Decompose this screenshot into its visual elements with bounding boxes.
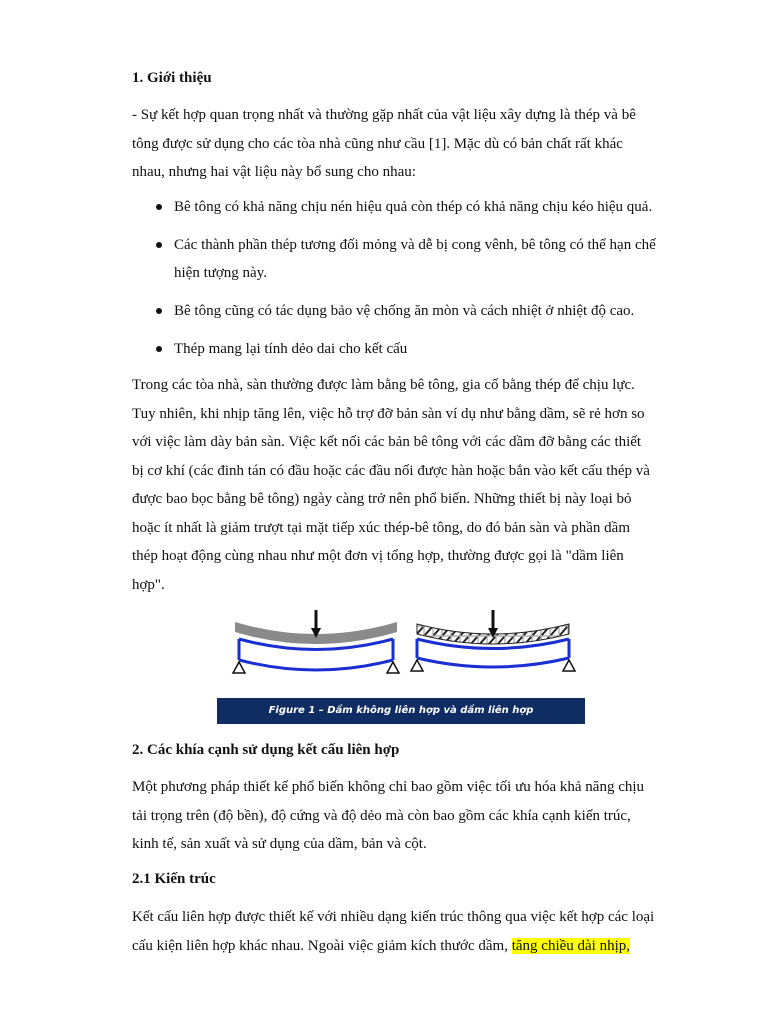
- text-line: nhau, nhưng hai vật liệu này bổ sung cho nhau:: [132, 164, 416, 180]
- text-line: cấu kiện liên hợp khác nhau. Ngoài việc giảm kích thước dầm, tăng chiều dài nhịp,: [132, 937, 631, 954]
- figure-caption: Figure 1 – Dầm không liên hợp và dầm liên hợp: [217, 698, 585, 724]
- section-heading-architecture: 2.1 Kiến trúc: [132, 871, 216, 887]
- list-item: Thép mang lại tính dẻo dai cho kết cấu: [132, 335, 672, 363]
- text-line: Một phương pháp thiết kế phổ biến không chỉ bao gồm việc tối ưu hóa khả năng chịu: [132, 779, 645, 795]
- intro-paragraph: [132, 101, 672, 187]
- support-triangle-icon: [411, 660, 423, 671]
- list-item: Bê tông có khả năng chịu nén hiệu quả còn thép có khả năng chịu kéo hiệu quả.: [132, 193, 672, 221]
- text-line: bị cơ khí (các đinh tán có đầu hoặc các đầu nối được hàn hoặc bắn vào kết cấu thép và: [132, 462, 650, 479]
- bullet-list: [132, 193, 672, 363]
- bullet-icon: [156, 308, 162, 314]
- list-item: Bê tông cũng có tác dụng bảo vệ chống ăn mòn và cách nhiệt ở nhiệt độ cao.: [132, 297, 672, 325]
- text-line: Tuy nhiên, khi nhịp tăng lên, việc hỗ trợ đỡ bản sàn ví dụ như bằng dầm, sẽ rẻ hơn so: [132, 405, 645, 422]
- architecture-paragraph: [132, 903, 672, 960]
- steel-beam-bottom: [239, 660, 393, 670]
- support-triangle-icon: [233, 662, 245, 673]
- non-composite-beam: [233, 610, 399, 673]
- text-line: hoặc ít nhất là giảm trượt tại mặt tiếp xúc thép-bê tông, do đó bản sàn và phần dầm: [132, 519, 631, 536]
- text-line: hợp".: [132, 576, 165, 593]
- text-line: thép hoạt động cùng nhau như một đơn vị tổng hợp, thường được gọi là "dầm liên: [132, 548, 624, 564]
- steel-beam-bottom: [417, 658, 569, 667]
- section-heading-composite-aspects: 2. Các khía cạnh sử dụng kết cấu liên hợp: [132, 742, 400, 758]
- text-line: Kết cấu liên hợp được thiết kế với nhiều dạng kiến trúc thông qua việc kết hợp các loại: [132, 909, 655, 925]
- section2-paragraph: [132, 773, 672, 859]
- text-line: - Sự kết hợp quan trọng nhất và thường gặp nhất của vật liệu xây dựng là thép và bê: [132, 107, 636, 123]
- support-triangle-icon: [563, 660, 575, 671]
- composite-beam: [411, 610, 575, 671]
- list-item: Các thành phần thép tương đối mỏng và dễ bị cong vênh, bê tông có thể hạn chế hiện tượng này.: [132, 231, 672, 287]
- figure-beams: [217, 606, 585, 724]
- text-line: tông được sử dụng cho các tòa nhà cũng như cầu [1]. Mặc dù có bản chất rất khác: [132, 135, 623, 152]
- support-triangle-icon: [387, 662, 399, 673]
- text-line: được bao bọc bằng bê tông) ngày càng trở nên phổ biến. Những thiết bị này loại bỏ: [132, 491, 632, 507]
- bullet-icon: [156, 346, 162, 352]
- bullet-icon: [156, 242, 162, 248]
- body-paragraph: [132, 371, 672, 599]
- beam-diagram: [217, 606, 585, 698]
- highlighted-text: tăng chiều dài nhịp,: [511, 937, 631, 954]
- text-line: kinh tế, sản xuất và sử dụng của dầm, bản và cột.: [132, 836, 427, 852]
- bullet-icon: [156, 204, 162, 210]
- text-line: Trong các tòa nhà, sàn thường được làm bằng bê tông, gia cố bằng thép để chịu lực.: [132, 377, 635, 393]
- text-line: với việc làm dày bản sàn. Việc kết nối các bản bê tông với các dầm đỡ bằng các thiết: [132, 434, 642, 450]
- section-heading-intro: 1. Giới thiệu: [132, 70, 212, 86]
- text-line: tải trọng trên (độ bền), độ cứng và độ dẻo mà còn bao gồm các khía cạnh kiến trúc,: [132, 807, 631, 824]
